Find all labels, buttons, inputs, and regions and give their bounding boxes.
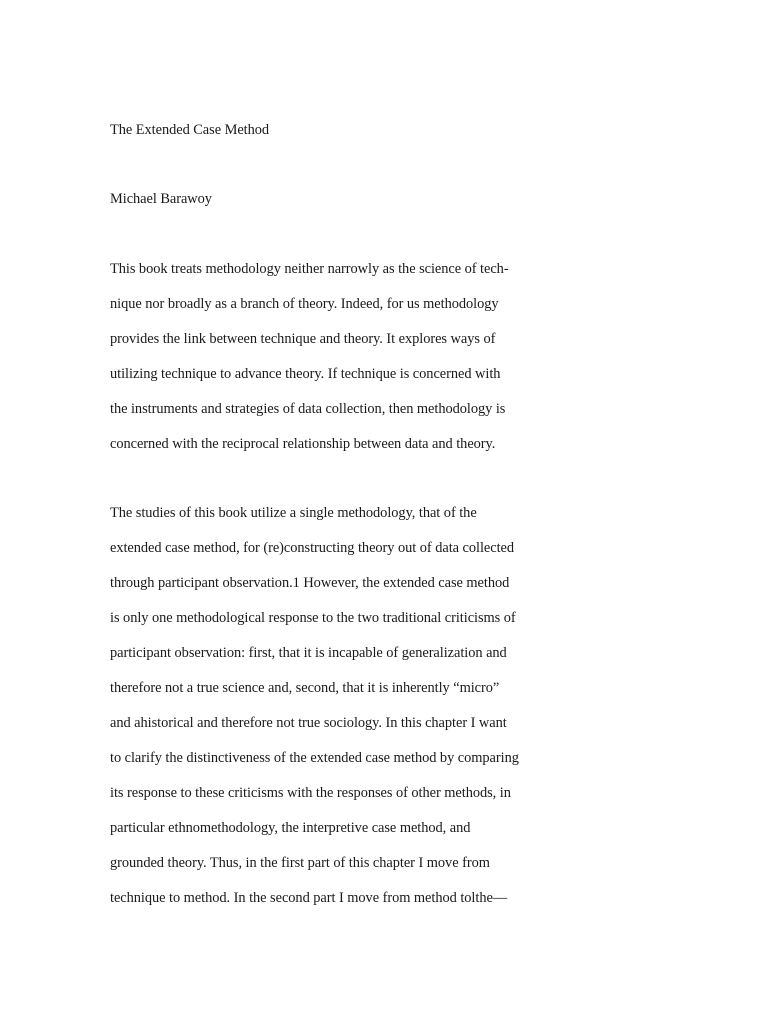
paragraph-line: therefore not a true science and, second, that it is inherently “micro” xyxy=(110,680,500,696)
document-author: Michael Barawoy xyxy=(110,191,212,207)
paragraph-line: to clarify the distinctiveness of the extended case method by comparing xyxy=(110,750,519,766)
paragraph-line: This book treats methodology neither narrowly as the science of tech- xyxy=(110,261,509,277)
paragraph-line: concerned with the reciprocal relationship between data and theory. xyxy=(110,436,496,452)
paragraph-line: its response to these criticisms with the responses of other methods, in xyxy=(110,785,511,801)
paragraph-line: particular ethnomethodology, the interpretive case method, and xyxy=(110,820,471,836)
paragraph-line: and ahistorical and therefore not true sociology. In this chapter I want xyxy=(110,715,507,731)
paragraph-line: through participant observation.1 However, the extended case method xyxy=(110,575,510,591)
paragraph-line: utilizing technique to advance theory. If technique is concerned with xyxy=(110,366,501,382)
paragraph-line: is only one methodological response to the two traditional criticisms of xyxy=(110,610,516,626)
paragraph-line: participant observation: first, that it is incapable of generalization and xyxy=(110,645,507,661)
paragraph-line: The studies of this book utilize a single methodology, that of the xyxy=(110,505,477,521)
paragraph-line: nique nor broadly as a branch of theory. Indeed, for us methodology xyxy=(110,296,499,312)
paragraph-line: grounded theory. Thus, in the first part of this chapter I move from xyxy=(110,855,490,871)
paragraph-line: provides the link between technique and theory. It explores ways of xyxy=(110,331,496,347)
paragraph-line: the instruments and strategies of data collection, then methodology is xyxy=(110,401,506,417)
paragraph-line: extended case method, for (re)constructing theory out of data collected xyxy=(110,540,515,556)
paragraph-line: technique to method. In the second part I move from method tolthe— xyxy=(110,890,508,906)
document-title: The Extended Case Method xyxy=(110,122,270,138)
